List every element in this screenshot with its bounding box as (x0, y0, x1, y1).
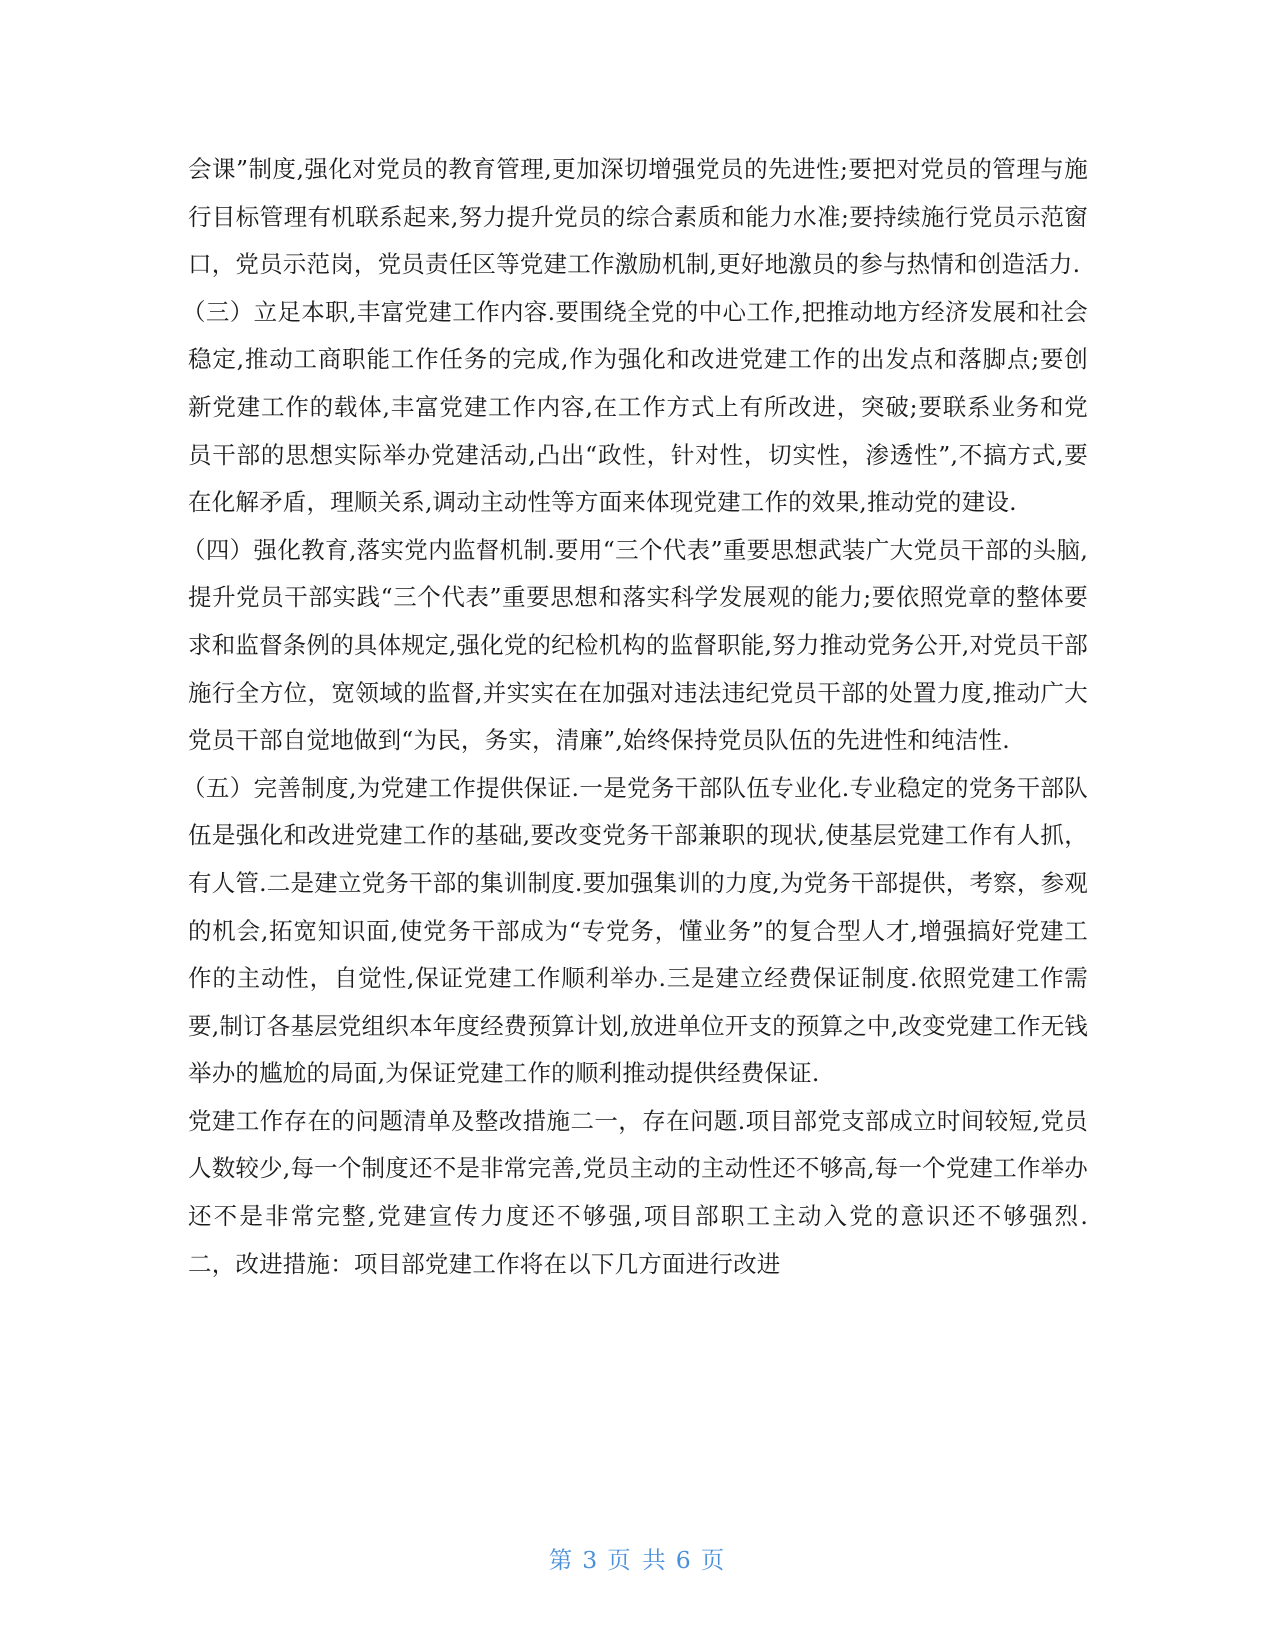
footer-prefix: 第 (548, 1546, 575, 1574)
paragraph-section-4: （四）强化教育,落实党内监督机制.要用“三个代表”重要思想武装广大党员干部的头脑,提升党员干部实践“三个代表”重要思想和落实科学发展观的能力;要依照党章的整体要求和监督条例的具体规定,强化党的纪检机构的监督职能,努力推动党务公开,对党员干部施行全方位，宽领域的监督,并实实在在加强对违法违纪党员干部的处置力度,推动广大党员干部自觉地做到“为民，务实，清廉”,始终保持党员队伍的先进性和纯洁性. (182, 535, 1088, 755)
paragraph-continuation: 会课”制度,强化对党员的教育管理,更加深切增强党员的先进性;要把对党员的管理与施行目标管理有机联系起来,努力提升党员的综合素质和能力水准;要持续施行党员示范窗口，党员示范岗，党员责任区等党建工作激励机制,更好地激员的参与热情和创造活力. (188, 155, 1088, 279)
document-body (182, 146, 1160, 1288)
paragraph-section-3: （三）立足本职,丰富党建工作内容.要围绕全党的中心工作,把推动地方经济发展和社会稳定,推动工商职能工作任务的完成,作为强化和改进党建工作的出发点和落脚点;要创新党建工作的载体,丰富党建工作内容,在工作方式上有所改进，突破;要联系业务和党员干部的思想实际举办党建活动,凸出“政性，针对性，切实性，渗透性”,不搞方式,要在化解矛盾，理顺关系,调动主动性等方面来体现党建工作的效果,推动党的建设. (182, 297, 1088, 517)
footer-middle: 页 共 (607, 1546, 668, 1574)
page-footer (0, 1541, 1275, 1575)
footer-current-page: 3 (582, 1546, 600, 1574)
footer-suffix: 页 (700, 1546, 727, 1574)
footer-total-pages: 6 (675, 1546, 693, 1574)
paragraph-section-5: （五）完善制度,为党建工作提供保证.一是党务干部队伍专业化.专业稳定的党务干部队伍是强化和改进党建工作的基础,要改变党务干部兼职的现状,使基层党建工作有人抓，有人管.二是建立党务干部的集训制度.要加强集训的力度,为党务干部提供，考察，参观的机会,拓宽知识面,使党务干部成为“专党务，懂业务”的复合型人才,增强搞好党建工作的主动性，自觉性,保证党建工作顺利举办.三是建立经费保证制度.依照党建工作需要,制订各基层党组织本年度经费预算计划,放进单位开支的预算之中,改变党建工作无钱举办的尴尬的局面,为保证党建工作的顺利推动提供经费保证. (182, 773, 1088, 1088)
paragraph-problems-list: 党建工作存在的问题清单及整改措施二一，存在问题.项目部党支部成立时间较短,党员人数较少,每一个制度还不是非常完善,党员主动的主动性还不够高,每一个党建工作举办还不是非常完整,党建宣传力度还不够强,项目部职工主动入党的意识还不够强烈. 二，改进措施：项目部党建工作将在以下几方面进行改进 (188, 1106, 1160, 1278)
